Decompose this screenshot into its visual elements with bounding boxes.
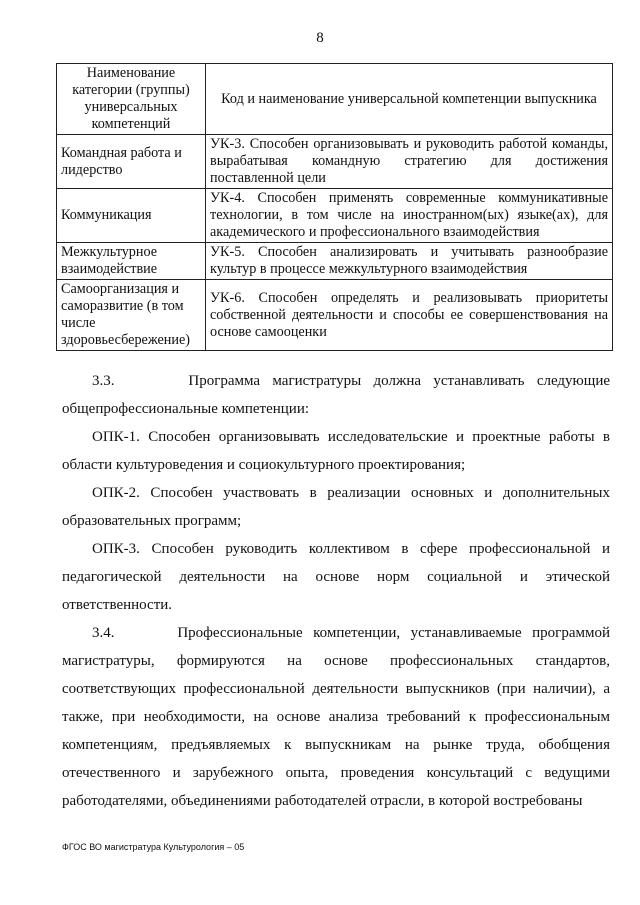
category-cell: Межкультурное взаимодействие xyxy=(57,243,206,280)
paragraph-opk-1: ОПК-1. Способен организовывать исследовательские и проектные работы в области культуроведения и социокультурного проектирования; xyxy=(62,429,610,473)
table-row xyxy=(57,280,613,351)
table-row xyxy=(57,243,613,280)
competence-cell: УК-3. Способен организовывать и руководить работой команды, вырабатывая командную стратегию для достижения поставленной цели xyxy=(206,135,613,189)
table-row xyxy=(57,189,613,243)
header-category: Наименование категории (группы) универсальных компетенций xyxy=(57,64,206,135)
table-header-row xyxy=(57,64,613,135)
competence-cell: УК-4. Способен применять современные коммуникативные технологии, в том числе на иностранном(ых) языке(ах), для академического и профессионального взаимодействия xyxy=(206,189,613,243)
header-competence: Код и наименование универсальной компетенции выпускника xyxy=(206,64,613,135)
page-number: 8 xyxy=(316,30,324,46)
category-cell: Самоорганизация и саморазвитие (в том числе здоровьесбережение) xyxy=(57,280,206,351)
competencies-table xyxy=(56,63,613,351)
competence-cell: УК-5. Способен анализировать и учитывать разнообразие культур в процессе межкультурного взаимодействия xyxy=(206,243,613,280)
paragraph-3-3: 3.3. Программа магистратуры должна устанавливать следующие общепрофессиональные компетенции: xyxy=(62,373,610,417)
paragraph-3-4: 3.4. Профессиональные компетенции, устанавливаемые программой магистратуры, формируются на основе профессиональных стандартов, соответствующих профессиональной деятельности выпускников (при наличии), а также, при необходимости, на основе анализа требований к профессиональным компетенциям, предъявляемых к выпускникам на рынке труда, обобщения отечественного и зарубежного опыта, проведения консультаций с ведущими работодателями, объединениями работодателей отрасли, в которой востребованы xyxy=(62,625,610,809)
category-cell: Командная работа и лидерство xyxy=(57,135,206,189)
paragraph-opk-2: ОПК-2. Способен участвовать в реализации основных и дополнительных образовательных программ; xyxy=(62,485,610,529)
competence-cell: УК-6. Способен определять и реализовывать приоритеты собственной деятельности и способы ее совершенствования на основе самооценки xyxy=(206,280,613,351)
footer-note: ФГОС ВО магистратура Культурология – 05 xyxy=(62,842,245,852)
table-row xyxy=(57,135,613,189)
paragraph-opk-3: ОПК-3. Способен руководить коллективом в сфере профессиональной и педагогической деятельности на основе норм социальной и этической ответственности. xyxy=(62,541,610,613)
category-cell: Коммуникация xyxy=(57,189,206,243)
